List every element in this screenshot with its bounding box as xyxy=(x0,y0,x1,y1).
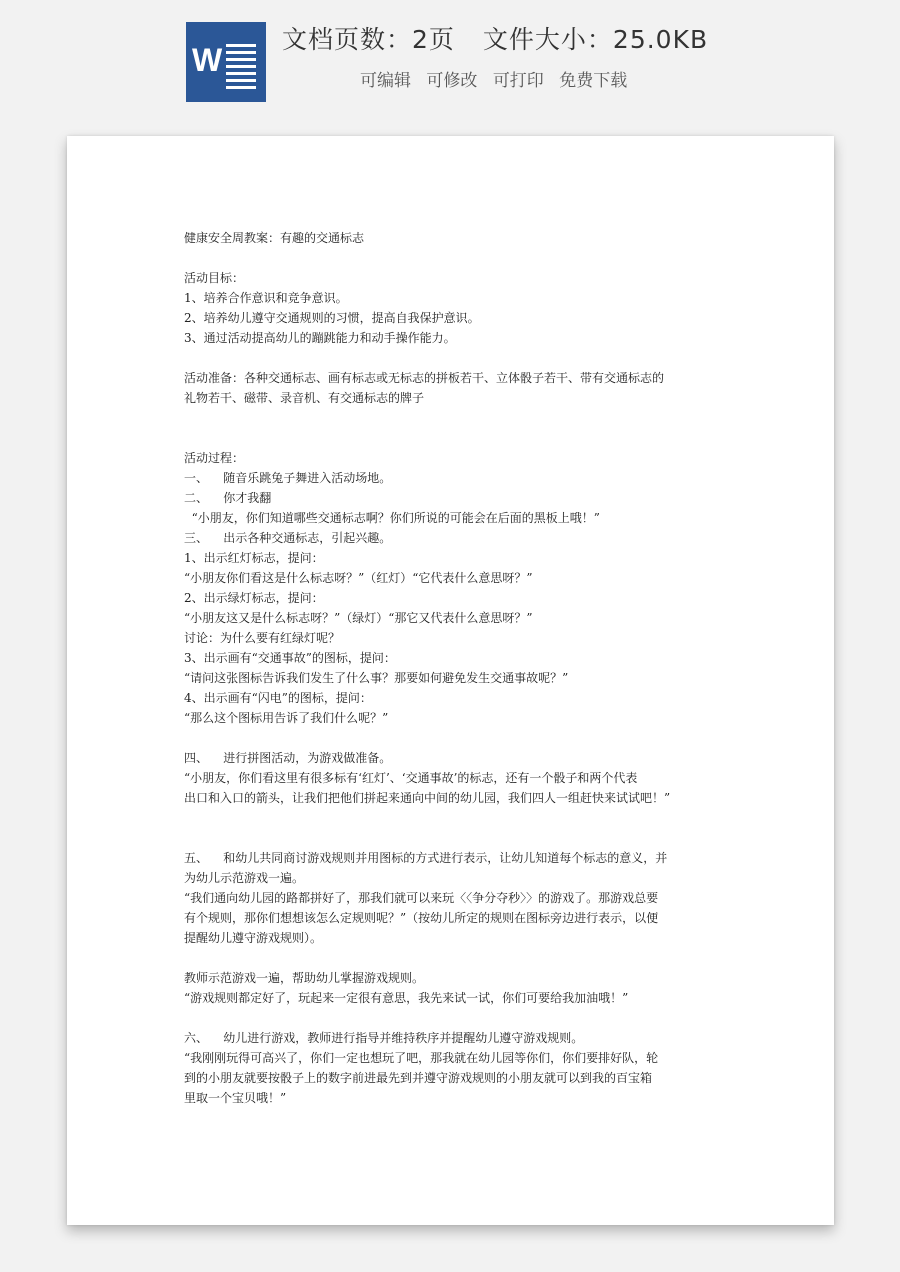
sub-step: 4、出示画有“闪电”的图标，提问： xyxy=(184,691,372,705)
goal-item: 3、通过活动提高幼儿的蹦跳能力和动手操作能力。 xyxy=(184,331,456,345)
quote-line: 出口和入口的箭头，让我们把他们拼起来通向中间的幼儿园，我们四人一组赶快来试试吧！” xyxy=(184,791,671,805)
file-meta xyxy=(282,20,752,56)
demo-line: 教师示范游戏一遍，帮助幼儿掌握游戏规则。 xyxy=(184,971,425,985)
download-header xyxy=(0,0,900,120)
quote-line: “那么这个图标用告诉了我们什么呢？” xyxy=(184,711,389,725)
tag-free-download: 免费下载 xyxy=(559,71,628,91)
document-page xyxy=(67,136,834,1225)
step-line: 二、 你才我翻 xyxy=(184,491,272,505)
step-line: 为幼儿示范游戏一遍。 xyxy=(184,871,305,885)
document-body xyxy=(184,228,718,1108)
quote-line: “我刚刚玩得可高兴了，你们一定也想玩了吧，那我就在幼儿园等你们，你们要排好队，轮 xyxy=(184,1051,659,1065)
quote-line: 到的小朋友就要按骰子上的数字前进最先到并遵守游戏规则的小朋友就可以到我的百宝箱 xyxy=(184,1071,653,1085)
feature-tags xyxy=(360,66,690,91)
step-line: 四、 进行拼图活动，为游戏做准备。 xyxy=(184,751,392,765)
discussion-line: 讨论：为什么要有红绿灯呢？ xyxy=(184,631,341,645)
quote-line: “小朋友这又是什么标志呀？”（绿灯）“那它又代表什么意思呀？” xyxy=(184,611,533,625)
goal-item: 1、培养合作意识和竞争意识。 xyxy=(184,291,348,305)
tag-editable: 可编辑 xyxy=(360,71,411,91)
sub-step: 1、出示红灯标志，提问： xyxy=(184,551,324,565)
step-line: 五、 和幼儿共同商讨游戏规则并用图标的方式进行表示，让幼儿知道每个标志的意义，并 xyxy=(184,851,668,865)
doc-title: 健康安全周教案：有趣的交通标志 xyxy=(184,231,365,245)
quote-line: “请问这张图标告诉我们发生了什么事？那要如何避免发生交通事故呢？” xyxy=(184,671,569,685)
quote-line: “小朋友，你们看这里有很多标有‘红灯’、‘交通事故’的标志，还有一个骰子和两个代表 xyxy=(184,771,638,785)
tag-printable: 可打印 xyxy=(492,71,544,91)
sub-step: 2、出示绿灯标志，提问： xyxy=(184,591,324,605)
quote-line: 提醒幼儿遵守游戏规则）。 xyxy=(184,931,323,945)
goals-heading: 活动目标： xyxy=(184,271,245,285)
prep-paragraph: 活动准备：各种交通标志、画有标志或无标志的拼板若干、立体骰子若干、带有交通标志的 xyxy=(184,371,665,385)
word-doc-icon: W xyxy=(186,22,266,102)
step-line: 六、 幼儿进行游戏，教师进行指导并维持秩序并提醒幼儿遵守游戏规则。 xyxy=(184,1031,584,1045)
page-count-label: 文档页数：2页 xyxy=(282,25,455,54)
sub-step: 3、出示画有“交通事故”的图标，提问： xyxy=(184,651,396,665)
quote-line: “小朋友你们看这是什么标志呀？”（红灯）“它代表什么意思呀？” xyxy=(184,571,533,585)
quote-line: “游戏规则都定好了，玩起来一定很有意思，我先来试一试，你们可要给我加油哦！” xyxy=(184,991,629,1005)
step-line: 三、 出示各种交通标志，引起兴趣。 xyxy=(184,531,392,545)
quote-line: 有个规则，那你们想想该怎么定规则呢？”（按幼儿所定的规则在图标旁边进行表示，以便 xyxy=(184,911,659,925)
quote-line: “我们通向幼儿园的路都拼好了，那我们就可以来玩〈〈争分夺秒〉〉的游戏了。那游戏总要 xyxy=(184,891,659,905)
quote-line: 里取一个宝贝哦！” xyxy=(184,1091,287,1105)
process-heading: 活动过程： xyxy=(184,451,245,465)
prep-paragraph: 礼物若干、磁带、录音机、有交通标志的牌子 xyxy=(184,391,425,405)
step-line: 一、 随音乐跳兔子舞进入活动场地。 xyxy=(184,471,392,485)
goal-item: 2、培养幼儿遵守交通规则的习惯，提高自我保护意识。 xyxy=(184,311,480,325)
quote-line: “小朋友，你们知道哪些交通标志啊？你们所说的可能会在后面的黑板上哦！” xyxy=(184,511,600,525)
tag-modifiable: 可修改 xyxy=(426,71,478,91)
file-size-label: 文件大小：25.0KB xyxy=(482,25,709,54)
